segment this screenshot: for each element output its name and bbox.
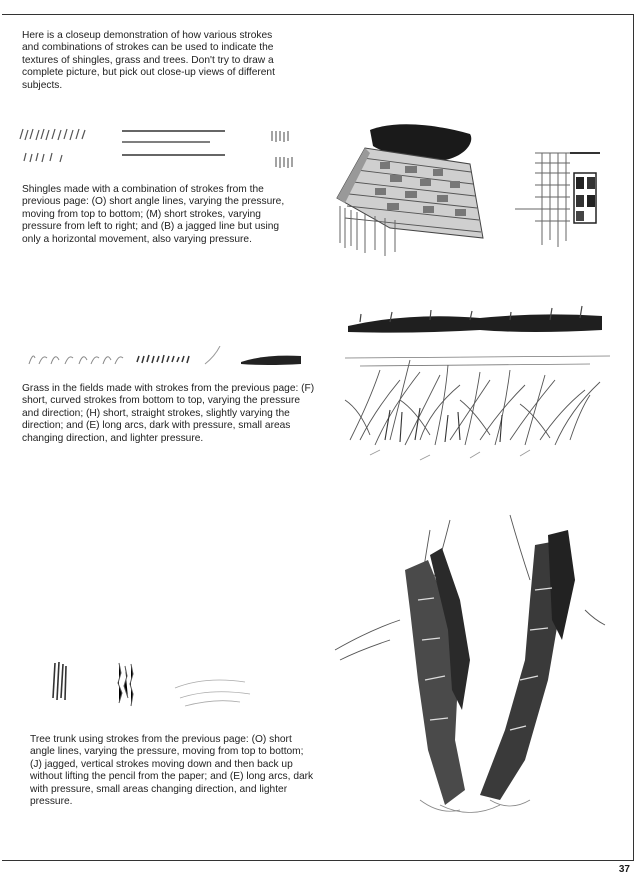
shingle-stroke-samples [10,125,310,170]
grass-field-drawing [330,300,620,470]
grass-stroke-samples [25,346,325,376]
shingled-roof-drawing [325,118,485,263]
tree-stroke-samples [45,658,255,713]
tree-trunk-drawing [330,500,610,840]
page-number: 37 [618,864,630,875]
tree-caption: Tree trunk using strokes from the previous page: (O) short angle lines, varying the pressure, moving from top to bottom; (J) jagged, vertical strokes moving down and then back up without lifting the pencil from the paper; and (E) long arcs, dark with pressure, small areas changing direction, and lighter pressure. [30,734,314,808]
grass-caption: Grass in the fields made with strokes from the previous page: (F) short, curved strokes from bottom to top, varying the pressure and direction; (H) short, straight strokes, slightly varying the direction; and (E) long arcs, dark with pressure, small areas changing direction, and lighter pressure. [22,383,315,444]
shingles-caption: Shingles made with a combination of strokes from the previous page: (O) short angle lines, varying the pressure, moving from top to bottom; (M) short strokes, varying pressure from left to right; and (B) a jagged line but using only a horizontal movement, also varying pressure. [22,184,285,245]
intro-paragraph: Here is a closeup demonstration of how various strokes and combinations of strokes can be used to indicate the textures of shingles, grass and trees. Don't try to draw a complete picture, but pick out close-up views of different subjects. [22,30,275,91]
shingled-wall-window-drawing [510,145,610,255]
